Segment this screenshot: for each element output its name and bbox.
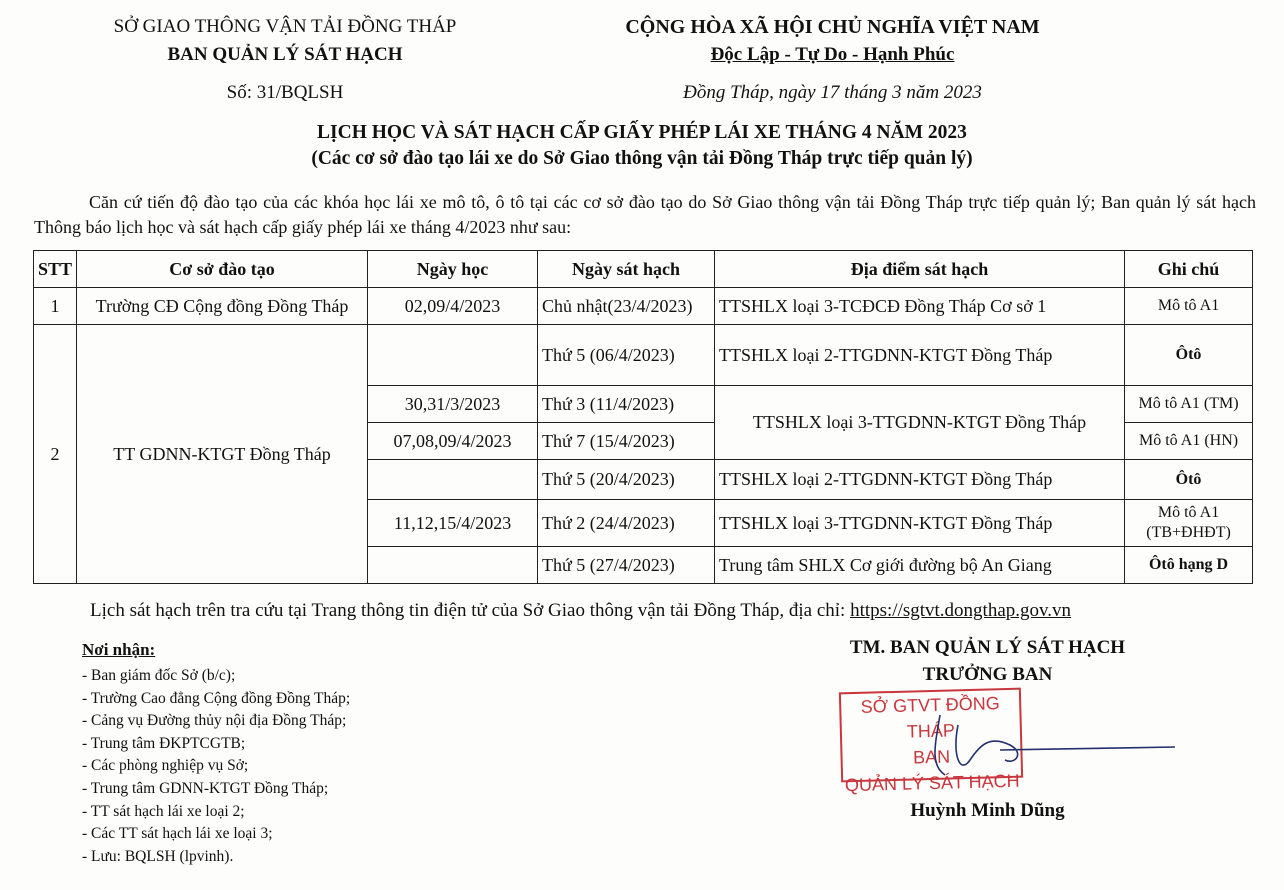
stamp-line: BAN [912,746,951,768]
lookup-note-text: Lịch sát hạch trên tra cứu tại Trang thông tin điện tử của Sở Giao thông vận tải Đồng Tháp, địa chỉ: [90,600,851,621]
board-name: BAN QUẢN LÝ SÁT HẠCH [167,44,403,65]
note-cell: Ôtô [1125,325,1253,386]
table-row [34,288,1253,325]
stamp-line: SỞ GTVT ĐỒNG THÁP [860,693,1001,742]
header-facility: Cơ sở đào tạo [77,251,368,288]
exam-date-cell: Thứ 5 (27/4/2023) [538,547,715,584]
header-stt: STT [34,251,77,288]
location-cell: TTSHLX loại 2-TTGDNN-KTGT Đồng Tháp [715,325,1125,386]
signer-name: Huỳnh Minh Dũng [910,800,1065,821]
list-item: - Trung tâm GDNN-KTGT Đồng Tháp; [82,779,329,797]
signing-organization: TM. BAN QUẢN LÝ SÁT HẠCH [849,637,1126,658]
list-item: - TT sát hạch lái xe loại 2; [82,802,245,820]
exam-date-cell: Thứ 3 (11/4/2023) [538,386,715,423]
location-cell: TTSHLX loại 3-TTGDNN-KTGT Đồng Tháp [715,386,1125,460]
note-cell: Mô tô A1 (HN) [1125,423,1253,460]
study-date-cell [368,460,538,500]
study-date-cell: 30,31/3/2023 [368,386,538,423]
study-date-cell [368,547,538,584]
motto: Độc Lập - Tự Do - Hạnh Phúc [710,44,955,65]
note-cell: Ôtô hạng D [1125,547,1253,584]
lookup-note [90,600,1071,622]
list-item: - Trường Cao đẳng Cộng đồng Đồng Tháp; [82,689,351,707]
exam-date-cell: Thứ 7 (15/4/2023) [538,423,715,460]
exam-date-cell: Thứ 5 (06/4/2023) [538,325,715,386]
facility-cell: Trường CĐ Cộng đồng Đồng Tháp [77,288,368,325]
document-subtitle: (Các cơ sở đào tạo lái xe do Sở Giao thông vận tải Đồng Tháp trực tiếp quản lý) [311,148,973,169]
location-cell: TTSHLX loại 3-TTGDNN-KTGT Đồng Tháp [715,500,1125,547]
study-date-cell: 07,08,09/4/2023 [368,423,538,460]
header-note: Ghi chú [1125,251,1253,288]
recipients-title: Nơi nhận: [82,640,156,659]
study-date-cell [368,325,538,386]
recipients-list [82,665,350,868]
note-line: Mô tô A1 [1157,504,1220,521]
note-line: (TB+ĐHĐT) [1146,524,1231,541]
location-cell: Trung tâm SHLX Cơ giới đường bộ An Giang [715,547,1125,584]
stt-cell: 1 [34,288,77,325]
signer-role: TRƯỞNG BAN [922,664,1053,685]
list-item: - Cảng vụ Đường thủy nội địa Đồng Tháp; [82,712,347,730]
list-item: - Lưu: BQLSH (lpvinh). [82,847,234,865]
exam-date-cell: Thứ 2 (24/4/2023) [538,500,715,547]
stt-cell: 2 [34,325,77,584]
list-item: - Các TT sát hạch lái xe loại 3; [82,825,273,843]
exam-date-cell: Chủ nhật(23/4/2023) [538,288,715,325]
document-number: Số: 31/BQLSH [226,82,344,103]
note-cell [1125,500,1253,547]
note-cell: Mô tô A1 [1125,288,1253,325]
header-location: Địa điểm sát hạch [715,251,1125,288]
note-cell: Ôtô [1125,460,1253,500]
schedule-table [33,250,1253,584]
list-item: - Ban giám đốc Sở (b/c); [82,667,236,684]
document-title: LỊCH HỌC VÀ SÁT HẠCH CẤP GIẤY PHÉP LÁI XE THÁNG 4 NĂM 2023 [317,122,967,143]
table-header-row [34,251,1253,288]
note-cell: Mô tô A1 (TM) [1125,386,1253,423]
study-date-cell: 02,09/4/2023 [368,288,538,325]
nation-name: CỘNG HÒA XÃ HỘI CHỦ NGHĨA VIỆT NAM [625,16,1040,38]
location-cell: TTSHLX loại 3-TCĐCĐ Đồng Tháp Cơ sở 1 [715,288,1125,325]
agency-name: SỞ GIAO THÔNG VẬN TẢI ĐỒNG THÁP [113,16,457,37]
website-link[interactable]: https://sgtvt.dongthap.gov.vn [850,600,1072,621]
list-item: - Các phòng nghiệp vụ Sở; [82,757,249,775]
location-cell: TTSHLX loại 2-TTGDNN-KTGT Đồng Tháp [715,460,1125,500]
list-item: - Trung tâm ĐKPTCGTB; [82,734,246,752]
stamp-line: QUẢN LÝ SÁT HẠCH [844,770,1020,796]
header-exam-date: Ngày sát hạch [538,251,715,288]
date-line: Đồng Tháp, ngày 17 tháng 3 năm 2023 [683,82,982,103]
header-study-date: Ngày học [368,251,538,288]
handwritten-signature [840,705,1180,785]
facility-cell: TT GDNN-KTGT Đồng Tháp [77,325,368,584]
study-date-cell: 11,12,15/4/2023 [368,500,538,547]
intro-paragraph: Căn cứ tiến độ đào tạo của các khóa học lái xe mô tô, ô tô tại các cơ sở đào tạo do Sở Giao thông vận tải Đồng Tháp trực tiếp quản lý; Ban quản lý sát hạch Thông báo lịch học và sát hạch cấp giấy phép lái xe tháng 4/2023 như sau: [34,192,1256,237]
exam-date-cell: Thứ 5 (20/4/2023) [538,460,715,500]
table-row [34,325,1253,386]
